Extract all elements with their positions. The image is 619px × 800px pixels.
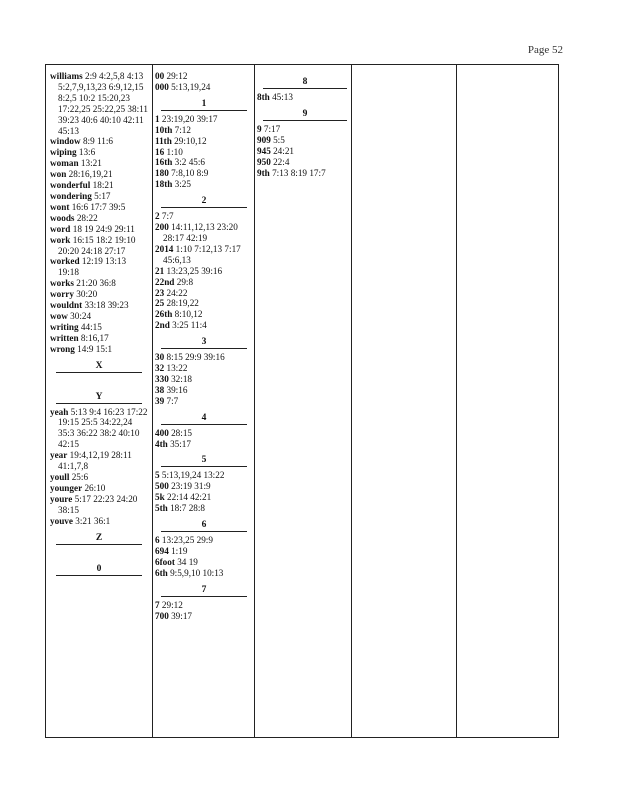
index-entry-word: 6foot [155,556,175,567]
index-entry [50,311,148,322]
index-entry-word: word [50,223,71,234]
index-entry-word: 16 [155,146,165,157]
index-entry [155,546,253,557]
index-entry-refs: 1:19 [171,546,188,556]
index-entry [155,503,253,514]
index-entry-word: 945 [257,145,271,156]
index-entry [155,82,253,93]
index-entry-word: year [50,450,68,461]
index-entry [50,289,148,300]
index-entry-refs: 23:19 31:9 [171,481,211,492]
index-entry-word: 21 [155,265,165,276]
index-entry [155,298,253,309]
index-entry-refs: 16:15 18:2 19:10 20:20 24:18 27:17 [58,234,136,256]
index-entry-refs: 7:12 [174,124,191,135]
index-section-heading: 3 [161,336,247,349]
index-entry-word: yeah [50,406,69,417]
index-entry-word: 330 [155,373,169,384]
index-entry-refs: 5:13,19,24 13:22 [161,470,225,481]
index-entry-word: 39 [155,395,165,406]
index-entry [155,125,253,136]
index-entry-refs: 18:7 28:8 [170,503,206,514]
index-section-heading: Y [56,391,142,404]
index-entry [50,344,148,355]
index-entry-word: wondering [50,190,92,201]
index-entry-refs: 5:5 [273,134,285,145]
index-entry [155,568,253,579]
index-entry-refs: 22:4 [273,156,290,167]
index-entry-word: wouldnt [50,300,83,311]
index-entry-refs: 13:23,25 39:16 [166,265,223,276]
index-entry [50,191,148,202]
index-entry [50,147,148,158]
index-entry-word: 2nd [155,320,170,331]
index-entry-refs: 7:13 8:19 17:7 [272,167,326,178]
index-entry-word: wont [50,201,70,212]
index-entry-word: wow [50,310,68,321]
index-entry-refs: 24:22 [166,287,188,298]
index-entry [155,157,253,168]
index-entry-word: 400 [155,427,169,438]
index-entry-refs: 1:10 [166,146,183,157]
index-entry-word: 909 [257,134,271,145]
index-section-heading: X [56,360,142,373]
index-entry [50,322,148,333]
index-entry-word: 700 [155,610,169,621]
index-entry-word: work [50,234,71,245]
index-entry [50,494,148,516]
index-entry [155,557,253,568]
index-entry-word: 4th [155,438,168,449]
index-entry [155,611,253,622]
page-number: Page 52 [527,44,563,56]
index-entry-refs: 29:10,12 [174,135,207,146]
index-entry-word: 18th [155,179,173,190]
index-entry [155,320,253,331]
index-entry [155,481,253,492]
index-entry [155,168,253,179]
index-entry [155,179,253,190]
index-entry [155,266,253,277]
index-entry-refs: 28:15 [171,427,193,438]
index-entry-word: wonderful [50,180,91,191]
index-entry-word: 7 [155,599,160,610]
index-entry-word: 5 [155,470,160,481]
index-entry-word: 30 [155,352,165,363]
index-entry-refs: 39:16 [166,384,188,395]
index-entry-word: window [50,136,81,147]
index-entry-refs: 8:9 11:6 [82,136,113,147]
index-entry-refs: 45:13 [272,92,293,102]
index-entry-refs: 22:14 42:21 [167,492,212,503]
index-entry-refs: 7:17 [263,123,281,134]
index-entry-refs: 7:7 [166,395,179,406]
index-entry [155,396,253,407]
index-entry-word: wrong [50,343,75,354]
index-entry-word: 950 [257,156,271,167]
index-entry-refs: 33:18 39:23 [84,300,129,311]
index-entry-word: worked [50,256,80,267]
index-entry-word: works [50,278,74,289]
index-entry-refs: 2:9 4:2,5,8 4:13 5:2,7,9,13,23 6:9,12,15 8:2,5 10:2 15:20,23 17:22,25 25:22,25 38:11 39:23 40:6 40:10 42:11 45:13 [58,71,148,136]
index-entry-refs: 8:16,17 [80,332,109,343]
index-entry [50,256,148,278]
index-entry [50,333,148,344]
index-entry-refs: 24:21 [273,145,295,156]
index-entry-word: 694 [155,546,169,556]
index-entry-word: williams [50,71,83,81]
index-section-heading: 0 [56,563,142,576]
index-entry [155,470,253,481]
index-entry-word: writing [50,321,79,332]
index-section-heading: 4 [161,412,247,425]
index-entry [257,92,353,103]
index-entry-word: 5k [155,492,165,503]
index-entry-word: 200 [155,222,169,233]
index-entry-refs: 13:23,25 29:9 [161,535,213,546]
index-entry [50,136,148,147]
index-entry-refs: 13:21 [80,158,102,169]
index-entry-word: 00 [155,71,165,81]
index-entry [155,374,253,385]
index-entry-refs: 8:15 29:9 39:16 [166,352,225,363]
index-entry [257,157,353,168]
index-entry [155,211,253,222]
index-entry [155,288,253,299]
index-entry-word: 180 [155,168,169,179]
index-entry [257,135,353,146]
index-entry-refs: 28:22 [76,212,98,223]
index-entry-word: 16th [155,157,173,168]
index-column-1 [50,65,148,737]
index-entry-word: 26th [155,309,173,320]
index-entry [155,114,253,125]
index-entry-refs: 29:12 [166,71,188,81]
index-entry-word: worry [50,289,74,300]
index-section-heading: 1 [161,98,247,111]
index-entry-word: 000 [155,81,169,92]
index-entry-word: 11th [155,135,172,146]
index-entry-refs: 13:6 [78,147,96,158]
index-entry-refs: 3:21 36:1 [75,515,111,526]
index-entry-refs: 21:20 36:8 [76,278,116,289]
index-entry-word: youll [50,472,70,482]
index-entry [50,278,148,289]
index-entry-word: 9 [257,123,262,134]
index-entry-word: 2 [155,211,160,222]
index-entry-refs: 18:21 [92,180,114,191]
index-entry-refs: 28:19,22 [166,298,199,309]
index-section-heading: Z [56,532,142,545]
index-entry-word: wiping [50,147,77,158]
index-entry-refs: 5:13 9:4 16:23 17:22 19:15 25:5 34:22,24 35:3 36:22 38:2 40:10 42:15 [58,406,148,450]
index-entry-refs: 9:5,9,10 10:13 [170,567,224,578]
index-entry [50,450,148,472]
index-entry [155,439,253,450]
index-entry-refs: 14:9 15:1 [77,343,113,354]
index-entry [257,124,353,135]
index-entry [155,277,253,288]
index-entry-refs: 5:13,19,24 [171,81,211,92]
index-entry [50,169,148,180]
index-entry [155,136,253,147]
index-entry-refs: 30:20 [76,289,98,300]
index-entry-refs: 19:4,12,19 28:11 41:1,7,8 [58,450,132,472]
index-entry-word: 22nd [155,276,175,287]
index-entry-refs: 29:12 [161,599,183,610]
index-entry-refs: 16:6 17:7 39:5 [71,201,126,212]
index-entry-word: youve [50,515,73,526]
index-entry-refs: 28:16,19,21 [68,169,113,180]
index-entry [155,600,253,611]
index-entry-word: 23 [155,287,165,298]
index-entry [50,71,148,136]
index-entry-word: won [50,169,67,180]
index-entry [50,158,148,169]
index-entry-refs: 30:24 [70,310,92,321]
index-entry [155,428,253,439]
index-entry-refs: 5:17 22:23 24:20 38:15 [58,493,138,515]
index-entry-refs: 35:17 [170,438,191,449]
index-entry [257,146,353,157]
index-entry-refs: 3:25 [174,179,191,190]
index-entry [50,213,148,224]
index-column-3 [254,65,353,737]
index-entry-refs: 8:10,12 [174,309,203,320]
index-entry-word: 32 [155,363,165,374]
index-entry-word: 2014 [155,243,174,254]
index-entry-refs: 18 19 24:9 29:11 [72,223,135,234]
index-entry-word: written [50,332,79,343]
index-entry-word: 6 [155,535,160,546]
index-entry [50,202,148,213]
index-entry-refs: 26:10 [84,482,106,493]
index-entry-word: 8th [257,92,270,102]
index-section-heading: 9 [263,108,347,121]
index-entry-refs: 13:22 [166,363,188,374]
index-entry [50,472,148,483]
index-entry [155,385,253,396]
index-entry [155,492,253,503]
index-column-5-empty [456,65,557,737]
index-entry-refs: 1:10 7:12,13 7:17 45:6,13 [163,243,241,265]
index-entry-refs: 12:19 13:13 19:18 [58,256,127,278]
index-entry [50,300,148,311]
index-entry-word: younger [50,482,83,493]
index-entry [155,147,253,158]
index-section-heading: 2 [161,195,247,208]
index-section-heading: 8 [263,76,347,89]
index-entry [257,168,353,179]
index-entry-word: youre [50,493,73,504]
index-section-heading: 5 [161,454,247,467]
index-column-2 [152,65,253,737]
index-entry-refs: 44:15 [80,321,102,332]
index-entry-word: 500 [155,481,169,492]
index-entry-refs: 3:25 11:4 [172,320,207,331]
index-entry [155,363,253,374]
index-entry [155,352,253,363]
index-entry [50,516,148,527]
index-entry-word: 9th [257,167,270,178]
index-entry-word: 6th [155,567,168,578]
index-entry-word: 5th [155,503,168,514]
index-column-4-empty [351,65,452,737]
index-entry-refs: 7:8,10 8:9 [171,168,209,179]
index-entry-refs: 32:18 [171,373,193,384]
index-entry [50,180,148,191]
index-entry-refs: 34 19 [177,556,198,567]
index-entry-refs: 5:17 [94,190,111,201]
index-entry [155,71,253,82]
index-entry-refs: 25:6 [71,472,89,482]
index-entry-refs: 29:8 [176,276,194,287]
index-entry [155,309,253,320]
index-entry-word: 25 [155,298,165,309]
index-entry [50,224,148,235]
index-entry-word: 38 [155,384,165,395]
index-entry [155,535,253,546]
index-entry [50,407,148,451]
index-page-frame [45,64,559,738]
index-entry [50,483,148,494]
index-entry-word: 1 [155,113,160,124]
index-entry [155,244,253,266]
index-entry-word: woman [50,158,79,169]
index-section-heading: 6 [161,519,247,532]
index-entry-refs: 23:19,20 39:17 [161,113,218,124]
index-entry [155,222,253,244]
index-entry-word: woods [50,212,75,223]
index-entry-word: 10th [155,124,173,135]
index-section-heading: 7 [161,584,247,597]
index-entry [50,235,148,257]
index-entry-refs: 3:2 45:6 [174,157,206,168]
index-entry-refs: 39:17 [171,610,193,621]
index-entry-refs: 7:7 [161,211,174,222]
index-entry-refs: 14:11,12,13 23:20 28:17 42:19 [163,222,238,243]
